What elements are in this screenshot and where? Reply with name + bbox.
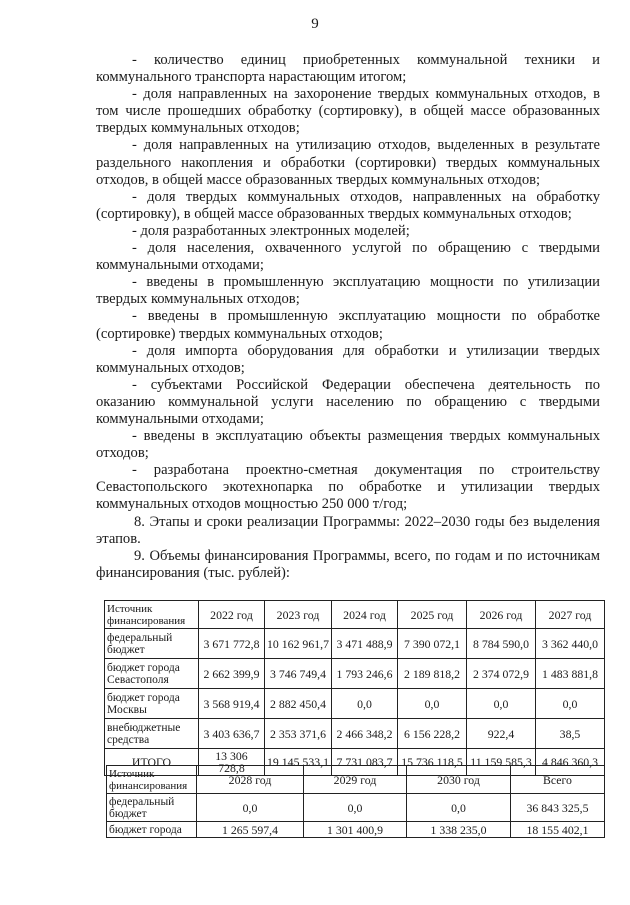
row-source: бюджет города — [107, 822, 197, 838]
row-source: федеральный бюджет — [105, 629, 199, 659]
table-row — [107, 822, 605, 838]
paragraph-12: - разработана проектно-сметная документация по строительству Севастопольского экотехнопарка по обработке и утилизации твердых коммунальных отходов мощностью 250 000 т/год; — [96, 462, 600, 513]
cell-value: 1 483 881,8 — [536, 659, 605, 689]
paragraph-8: - введены в промышленную эксплуатацию мощности по обработке (сортировке) твердых коммунальных отходов; — [96, 308, 600, 342]
cell-value: 1 301 400,9 — [304, 822, 407, 838]
header-source: Источник финансирования — [105, 601, 199, 629]
cell-value: 2 189 818,2 — [398, 659, 467, 689]
row-source: бюджет города Москвы — [105, 689, 199, 719]
cell-value: 2 353 371,6 — [265, 719, 332, 749]
document-body — [96, 52, 600, 582]
paragraph-9: - доля импорта оборудования для обработки и утилизации твердых коммунальных отходов; — [96, 342, 600, 376]
paragraph-10: - субъектами Российской Федерации обеспечена деятельность по оказанию коммунальной услуги населению по обращению с твердыми коммунальными отходами; — [96, 376, 600, 427]
section-8-paragraph: 8. Этапы и сроки реализации Программы: 2022–2030 годы без выделения этапов. — [96, 513, 600, 547]
header-year: 2024 год — [332, 601, 398, 629]
row-source: бюджет города Севастополя — [105, 659, 199, 689]
header-year: 2030 год — [407, 766, 511, 794]
table-header-row — [105, 601, 605, 629]
total-value: 13 306 728,8 — [199, 749, 265, 776]
cell-value: 6 156 228,2 — [398, 719, 467, 749]
cell-value: 0,0 — [467, 689, 536, 719]
cell-value: 1 338 235,0 — [407, 822, 511, 838]
cell-value: 2 466 348,2 — [332, 719, 398, 749]
header-year: 2025 год — [398, 601, 467, 629]
cell-value: 922,4 — [467, 719, 536, 749]
cell-value: 3 362 440,0 — [536, 629, 605, 659]
paragraph-6: - доля населения, охваченного услугой по обращению с твердыми коммунальными отходами; — [96, 240, 600, 274]
total-label: ИТОГО — [105, 749, 199, 776]
header-total: Всего — [511, 766, 605, 794]
cell-value: 0,0 — [398, 689, 467, 719]
total-value: 7 731 083,7 — [332, 749, 398, 776]
cell-value: 18 155 402,1 — [511, 822, 605, 838]
cell-value: 7 390 072,1 — [398, 629, 467, 659]
financing-table-2022-2027 — [104, 600, 605, 776]
cell-value: 38,5 — [536, 719, 605, 749]
row-source: внебюджетные средства — [105, 719, 199, 749]
section-9-paragraph: 9. Объемы финансирования Программы, всего, по годам и по источникам финансирования (тыс. рублей): — [96, 547, 600, 581]
cell-value: 0,0 — [197, 794, 304, 822]
paragraph-4: - доля твердых коммунальных отходов, направленных на обработку (сортировку), в общей массе образованных твердых коммунальных отходов; — [96, 188, 600, 222]
cell-value: 1 793 246,6 — [332, 659, 398, 689]
cell-value: 2 662 399,9 — [199, 659, 265, 689]
paragraph-3: - доля направленных на утилизацию отходов, выделенных в результате раздельного накопления и обработки (сортировки) твердых коммунальных отходов, в общей массе образованных твердых коммунальных отходов; — [96, 137, 600, 188]
table-row — [105, 689, 605, 719]
paragraph-11: - введены в эксплуатацию объекты размещения твердых коммунальных отходов; — [96, 428, 600, 462]
paragraph-7: - введены в промышленную эксплуатацию мощности по утилизации твердых коммунальных отходов; — [96, 274, 600, 308]
cell-value: 3 568 919,4 — [199, 689, 265, 719]
total-value: 11 159 585,3 — [467, 749, 536, 776]
cell-value: 0,0 — [304, 794, 407, 822]
cell-value: 2 882 450,4 — [265, 689, 332, 719]
table-row — [105, 719, 605, 749]
cell-value: 1 265 597,4 — [197, 822, 304, 838]
header-year: 2029 год — [304, 766, 407, 794]
table-row — [105, 629, 605, 659]
page-number: 9 — [311, 16, 319, 32]
cell-value: 3 471 488,9 — [332, 629, 398, 659]
total-value: 4 846 360,3 — [536, 749, 605, 776]
cell-value: 8 784 590,0 — [467, 629, 536, 659]
header-year: 2027 год — [536, 601, 605, 629]
paragraph-5: - доля разработанных электронных моделей; — [132, 222, 410, 239]
header-year: 2026 год — [467, 601, 536, 629]
cell-value: 10 162 961,7 — [265, 629, 332, 659]
cell-value: 3 403 636,7 — [199, 719, 265, 749]
paragraph-2: - доля направленных на захоронение твердых коммунальных отходов, в том числе прошедших обработку (сортировку), в общей массе образованных твердых коммунальных отходов; — [96, 86, 600, 137]
cell-value: 2 374 072,9 — [467, 659, 536, 689]
cell-value: 0,0 — [536, 689, 605, 719]
cell-value: 3 671 772,8 — [199, 629, 265, 659]
table-header-row — [107, 766, 605, 794]
financing-table-2028-2030 — [106, 765, 605, 838]
total-value: 15 736 118,5 — [398, 749, 467, 776]
header-source: Источник финансирования — [107, 766, 197, 794]
table-row — [105, 659, 605, 689]
header-year: 2028 год — [197, 766, 304, 794]
cell-value: 3 746 749,4 — [265, 659, 332, 689]
cell-value: 36 843 325,5 — [511, 794, 605, 822]
cell-value: 0,0 — [407, 794, 511, 822]
table-row — [107, 794, 605, 822]
total-value: 19 145 533,1 — [265, 749, 332, 776]
row-source: федеральный бюджет — [107, 794, 197, 822]
header-year: 2023 год — [265, 601, 332, 629]
paragraph-1: - количество единиц приобретенных коммунальной техники и коммунального транспорта нарастающим итогом; — [96, 52, 600, 86]
header-year: 2022 год — [199, 601, 265, 629]
cell-value: 0,0 — [332, 689, 398, 719]
